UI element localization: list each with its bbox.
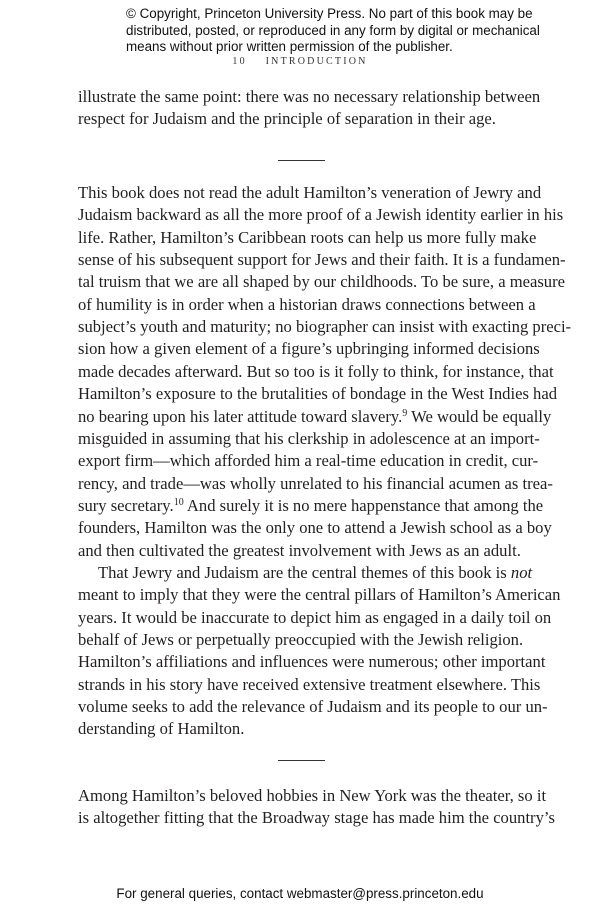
text-segment: years. It would be inaccurate to depict him as engaged in a daily toil on — [78, 607, 552, 627]
text-line — [78, 384, 558, 404]
text-segment: is altogether fitting that the Broadway stage has made him the country’s — [78, 808, 555, 828]
text-segment: Judaism backward as all the more proof of a Jewish identity earlier in his — [78, 205, 564, 225]
text-segment: derstanding of Hamilton. — [78, 719, 245, 739]
text-segment: of humility is in order when a historian draws connections between a — [78, 294, 536, 314]
text-line — [78, 294, 536, 315]
text-segment: export firm—which afforded him a real-time education in credit, cur- — [78, 451, 539, 471]
text-segment: Among Hamilton’s beloved hobbies in New York was the theater, so it — [78, 786, 547, 805]
text-segment: and then cultivated the greatest involvement with Jews as an adult. — [78, 540, 521, 560]
footnote-ref: 9 — [402, 407, 408, 419]
copyright-line: means without prior written permission of the publisher. — [126, 39, 453, 54]
footnote-ref: 10 — [173, 496, 184, 508]
text-segment: not — [510, 563, 533, 582]
text-segment: respect for Judaism and the principle of separation in their age. — [78, 109, 496, 129]
text-line — [78, 109, 522, 129]
text-line — [78, 451, 539, 471]
text-segment: founders, Hamilton was the only one to attend a Jewish school as a boy — [78, 518, 552, 538]
text-segment: volume seeks to add the relevance of Judaism and its people to our un- — [78, 697, 548, 717]
text-line — [78, 317, 572, 337]
text-segment: subject’s youth and maturity; no biographer can insist with exacting preci- — [78, 317, 572, 337]
text-segment: rency, and trade—was wholly unrelated to his financial acumen as trea- — [78, 473, 553, 493]
text-segment: That Jewry and Judaism are the central themes of this book is — [98, 563, 511, 582]
text-line — [78, 786, 547, 806]
text-line — [78, 495, 544, 516]
text-line — [78, 674, 541, 695]
text-segment: meant to imply that they were the central pillars of Hamilton’s American — [78, 585, 561, 605]
text-segment: no bearing upon his later attitude toward slavery. — [78, 406, 403, 426]
text-line — [78, 183, 542, 203]
text-line — [78, 697, 548, 717]
text-line — [78, 630, 522, 650]
text-line — [78, 87, 541, 107]
text-line — [78, 585, 561, 605]
text-line — [78, 652, 546, 672]
text-line — [78, 406, 552, 427]
text-segment: tal truism that we are all shaped by our childhoods. To be sure, a measure — [78, 272, 565, 292]
text-line — [78, 607, 552, 628]
text-line — [98, 563, 533, 583]
text-line — [78, 541, 522, 561]
copyright-line: distributed, posted, or reproduced in any form by digital or mechanical — [126, 22, 540, 38]
text-segment: behalf of Jews or perpetually preoccupied with the Jewish religion. — [78, 630, 524, 650]
text-line — [78, 250, 566, 270]
text-line — [78, 205, 564, 225]
text-segment: made decades afterward. But so too is it folly to think, for instance, that — [78, 361, 554, 381]
text-segment: sense of his subsequent support for Jews and their faith. It is a fundamen- — [78, 250, 566, 270]
copyright-notice — [126, 6, 540, 56]
text-segment: misguided in assuming that his clerkship in adolescence at an import- — [78, 428, 540, 448]
running-head: 10 INTRODUCTION — [232, 56, 368, 67]
text-segment: We would be equally — [407, 406, 552, 426]
text-line — [78, 272, 565, 292]
text-line — [78, 339, 540, 359]
text-line — [78, 518, 552, 538]
text-segment: life. Rather, Hamilton’s Caribbean roots can help us more fully make — [78, 227, 537, 247]
text-segment: illustrate the same point: there was no necessary relationship between — [78, 87, 541, 106]
text-segment: This book does not read the adult Hamilton’s veneration of Jewry and — [78, 183, 542, 202]
text-line — [78, 473, 553, 494]
text-line — [78, 428, 540, 449]
text-segment: Hamilton’s affiliations and influences were numerous; other important — [78, 652, 546, 672]
text-line — [78, 719, 522, 739]
text-line — [78, 361, 554, 382]
footer-contact: For general queries, contact webmaster@press.princeton.edu — [116, 886, 484, 901]
copyright-line: © Copyright, Princeton University Press. No part of this book may be — [126, 6, 533, 21]
text-segment: sion how a given element of a figure’s upbringing informed decisions — [78, 339, 540, 359]
section-divider — [278, 760, 325, 761]
text-line — [78, 227, 537, 248]
text-segment: strands in his story have received extensive treatment elsewhere. This — [78, 674, 541, 694]
text-segment: Hamilton’s exposure to the brutalities of bondage in the West Indies had — [78, 384, 558, 404]
text-segment: And surely it is no mere happenstance that among the — [183, 495, 544, 515]
text-segment: sury secretary. — [78, 495, 174, 515]
section-divider — [278, 160, 325, 161]
text-line — [78, 808, 555, 828]
